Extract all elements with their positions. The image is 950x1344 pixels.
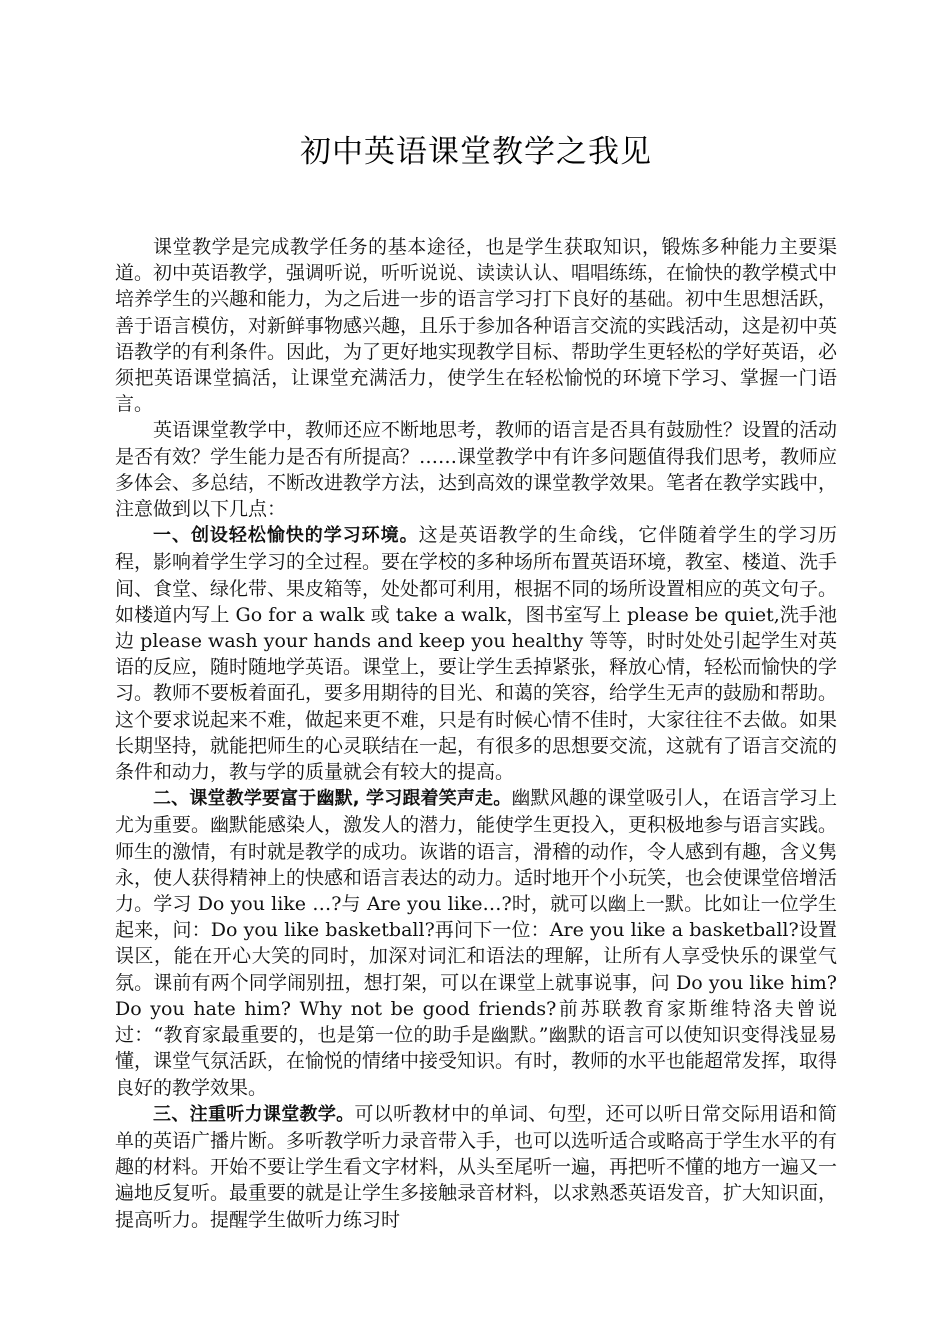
section-heading: 三、注重听力课堂教学。 [153, 1103, 355, 1125]
paragraph-reflection [115, 417, 837, 522]
paragraph-text: 可以听教材中的单词、句型，还可以听日常交际用语和简单的英语广播片断。多听教学听力录音带入手，也可以选听适合或略高于学生水平的有趣的材料。开始不要让学生看文字材料，从头至尾听一遍，再把听不懂的地方一遍又一遍地反复听。最重要的就是让学生多接触录音材料，以求熟悉英语发音，扩大知识面，提高听力。提醒学生做听力练习时 [115, 1102, 838, 1231]
paragraph-text: 这是英语教学的生命线，它伴随着学生的学习历程，影响着学生学习的全过程。要在学校的多种场所布置英语环境，教室、楼道、洗手间、食堂、绿化带、果皮箱等，处处都可利用，根据不同的场所设置相应的英文句子。如楼道内写上 Go for a walk 或 take a walk，图书室写上 please be quiet,洗手池边 please wash your hands and keep you healthy 等等，时时处处引起学生对英语的反应，随时随地学英语。课堂上，要让学生丢掉紧张，释放心情，轻松而愉快的学习。教师不要板着面孔，要多用期待的目光、和蔼的笑容，给学生无声的鼓励和帮助。这个要求说起来不难，做起来更不难，只是有时候心情不佳时，大家往往不去做。如果长期坚持，就能把师生的心灵联结在一起，有很多的思想要交流，这就有了语言交流的条件和动力，教与学的质量就会有较大的提高。 [115, 524, 838, 784]
document-title: 初中英语课堂教学之我见 [300, 134, 652, 170]
paragraph-section-2 [115, 785, 837, 1100]
section-heading: 一、创设轻松愉快的学习环境。 [153, 525, 419, 547]
document-page [115, 128, 837, 1233]
paragraph-text: 课堂教学是完成教学任务的基本途径，也是学生获取知识，锻炼多种能力主要渠道。初中英语教学，强调听说，听听说说、读读认认、唱唱练练，在愉快的教学模式中培养学生的兴趣和能力，为之后进一步的语言学习打下良好的基础。初中生思想活跃，善于语言模仿，对新鲜事物感兴趣，且乐于参加各种语言交流的实践活动，这是初中英语教学的有利条件。因此，为了更好地实现教学目标、帮助学生更轻松的学好英语，必须把英语课堂搞活，让课堂充满活力，使学生在轻松愉悦的环境下学习、掌握一门语言。 [115, 236, 838, 416]
paragraph-text: 英语课堂教学中，教师还应不断地思考，教师的语言是否具有鼓励性？设置的活动是否有效？学生能力是否有所提高？……课堂教学中有许多问题值得我们思考，教师应多体会、多总结，不断改进教学方法，达到高效的课堂教学效果。笔者在教学实践中，注意做到以下几点： [115, 419, 838, 521]
section-heading: 二、课堂教学要富于幽默, 学习跟着笑声走。 [153, 788, 512, 810]
paragraph-text: 幽默风趣的课堂吸引人，在语言学习上尤为重要。幽默能感染人，激发人的潜力，能使学生更投入，更积极地参与语言实践。师生的激情，有时就是教学的成功。诙谐的语言，滑稽的动作，令人感到有趣，含义隽永，使人获得精神上的快感和语言表达的动力。适时地开个小玩笑，也会使课堂倍增活力。学习 Do you like …?与 Are you like…?时，就可以幽上一默。比如让一位学生起来，问：Do you like basketball?再问下一位：Are you like a basketball?设置误区，能在开心大笑的同时，加深对词汇和语法的理解，让所有人享受快乐的课堂气氛。课前有两个同学闹别扭，想打架，可以在课堂上就事说事，问 Do you like him? Do you hate him? Why not be good friends?前苏联教育家斯维特洛夫曾说过：“教育家最重要的，也是第一位的助手是幽默。”幽默的语言可以使知识变得浅显易懂，课堂气氛活跃，在愉悦的情绪中接受知识。有时，教师的水平也能超常发挥，取得良好的教学效果。 [115, 787, 838, 1099]
paragraph-intro [115, 234, 837, 417]
paragraph-section-1 [115, 522, 837, 785]
paragraph-section-3 [115, 1101, 837, 1233]
